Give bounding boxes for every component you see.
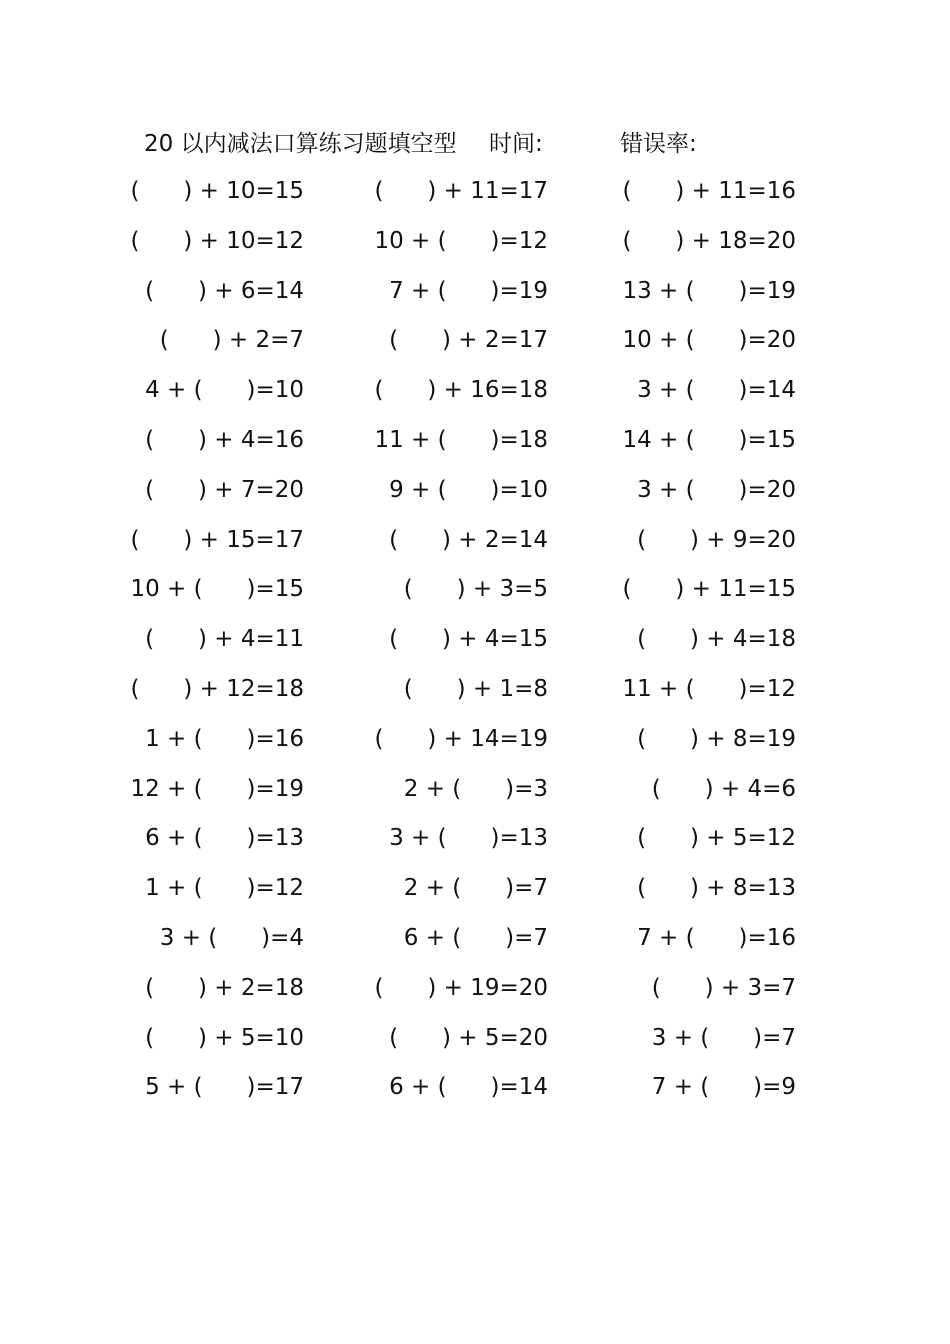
problem-row [0, 968, 950, 1018]
problem-row [0, 470, 950, 520]
error-rate-label: 错误率: [620, 131, 697, 157]
problem-row [0, 719, 950, 769]
problem-row [0, 271, 950, 321]
problem-row [0, 769, 950, 819]
problem: ( ) + 2=17 [389, 327, 548, 354]
problem-row [0, 320, 950, 370]
problem: 2 + ( )=3 [403, 775, 548, 802]
problem: 1 + ( )=16 [145, 725, 304, 752]
problem: ( ) + 12=18 [130, 675, 304, 702]
problem-row [0, 918, 950, 968]
problem-row [0, 420, 950, 470]
problem-row [0, 868, 950, 918]
problem: 11 + ( )=12 [622, 675, 796, 702]
problem: ( ) + 15=17 [130, 526, 304, 553]
problem: 7 + ( )=19 [389, 277, 548, 304]
problem-row [0, 171, 950, 221]
problem: ( ) + 9=20 [637, 526, 796, 553]
problem: 1 + ( )=12 [145, 875, 304, 902]
problem-row [0, 370, 950, 420]
problem: ( ) + 18=20 [622, 227, 796, 254]
problem: 2 + ( )=7 [403, 875, 548, 902]
problem: 6 + ( )=7 [403, 924, 548, 951]
problem: ( ) + 5=10 [145, 1024, 304, 1051]
problem: ( ) + 4=18 [637, 626, 796, 653]
problem: 10 + ( )=12 [374, 227, 548, 254]
problem: 7 + ( )=9 [651, 1074, 796, 1101]
problem: 3 + ( )=20 [637, 476, 796, 503]
problem: ( ) + 2=14 [389, 526, 548, 553]
problem-row [0, 1067, 950, 1117]
problem-grid [0, 171, 950, 1117]
problem: 3 + ( )=13 [389, 825, 548, 852]
problem: ( ) + 11=17 [374, 178, 548, 204]
problem: 6 + ( )=14 [389, 1074, 548, 1101]
problem: ( ) + 4=16 [145, 426, 304, 453]
problem: 4 + ( )=10 [145, 377, 304, 404]
problem: ( ) + 14=19 [374, 725, 548, 752]
problem: 10 + ( )=15 [130, 576, 304, 603]
problem-row [0, 520, 950, 570]
problem-row [0, 221, 950, 271]
worksheet-header [0, 124, 950, 164]
problem: 14 + ( )=15 [622, 426, 796, 453]
problem: 7 + ( )=16 [637, 924, 796, 951]
problem-row [0, 669, 950, 719]
problem: 6 + ( )=13 [145, 825, 304, 852]
problem: ( ) + 4=15 [389, 626, 548, 653]
problem: ( ) + 6=14 [145, 277, 304, 304]
problem: ( ) + 8=19 [637, 725, 796, 752]
time-label: 时间: [489, 131, 543, 157]
problem: 12 + ( )=19 [130, 775, 304, 802]
problem: ( ) + 2=7 [159, 327, 304, 354]
problem-row [0, 569, 950, 619]
problem: ( ) + 1=8 [403, 675, 548, 702]
problem: ( ) + 4=11 [145, 626, 304, 653]
problem: ( ) + 19=20 [374, 974, 548, 1001]
problem: ( ) + 11=16 [622, 178, 796, 204]
problem: 13 + ( )=19 [622, 277, 796, 304]
problem: ( ) + 10=12 [130, 227, 304, 254]
problem: 3 + ( )=14 [637, 377, 796, 404]
problem: ( ) + 7=20 [145, 476, 304, 503]
problem-row [0, 818, 950, 868]
problem: ( ) + 10=15 [130, 178, 304, 204]
problem: 5 + ( )=17 [145, 1074, 304, 1101]
problem: ( ) + 11=15 [622, 576, 796, 603]
problem-row [0, 619, 950, 669]
problem: ( ) + 3=7 [651, 974, 796, 1001]
problem: 3 + ( )=4 [159, 924, 304, 951]
problem: ( ) + 5=20 [389, 1024, 548, 1051]
worksheet-title: 20 以内减法口算练习题填空型 [144, 131, 457, 157]
problem: ( ) + 2=18 [145, 974, 304, 1001]
problem: ( ) + 16=18 [374, 377, 548, 404]
problem: ( ) + 4=6 [651, 775, 796, 802]
problem: 10 + ( )=20 [622, 327, 796, 354]
problem: ( ) + 3=5 [403, 576, 548, 603]
problem-row [0, 1018, 950, 1068]
problem: 11 + ( )=18 [374, 426, 548, 453]
problem: ( ) + 5=12 [637, 825, 796, 852]
problem: ( ) + 8=13 [637, 875, 796, 902]
problem: 9 + ( )=10 [389, 476, 548, 503]
problem: 3 + ( )=7 [651, 1024, 796, 1051]
